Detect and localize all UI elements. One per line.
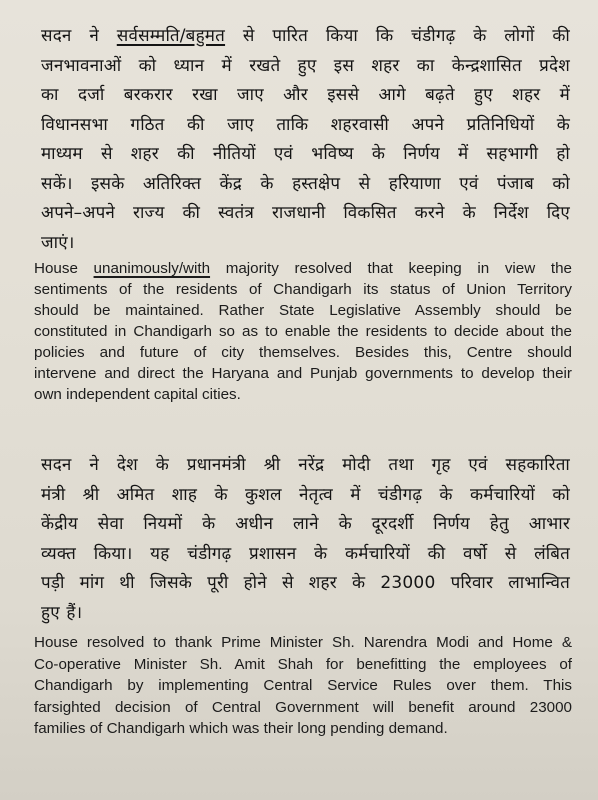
text-line: House unanimously/with majority resolved that keeping in view the: [34, 260, 572, 277]
text-line: अपने–अपने राज्य की स्वतंत्र राजधानी विकसित करने के निर्देश दिए: [41, 203, 570, 223]
text-line: farsighted decision of Central Government will benefit around 23000: [34, 698, 572, 716]
english-resolution-paragraph-1: [0, 258, 598, 405]
text-line: जनभावनाओं को ध्यान में रखते हुए इस शहर का केन्द्रशासित प्रदेश: [41, 55, 570, 76]
text-line: sentiments of the residents of Chandigarh its status of Union Territory: [34, 281, 572, 298]
text-line: सदन ने देश के प्रधानमंत्री श्री नरेंद्र मोदी तथा गृह एवं सहकारिता: [41, 455, 570, 475]
underlined-phrase: सर्वसम्मति/बहुमत: [116, 26, 226, 46]
text-line: Chandigarh by implementing Central Service Rules over them. This: [34, 677, 572, 694]
hindi-resolution-paragraph-1: [0, 22, 598, 258]
text-line: हुए हैं।: [41, 602, 83, 623]
text-line: own independent capital cities.: [34, 386, 241, 403]
text-line: माध्यम से शहर की नीतियों एवं भविष्य के निर्णय में सहभागी हो: [41, 144, 570, 164]
text-line: मंत्री श्री अमित शाह के कुशल नेतृत्व में चंडीगढ़ के कर्मचारियों को: [41, 484, 570, 505]
underlined-phrase: unanimously/with: [93, 260, 211, 277]
text-line: families of Chandigarh which was their long pending demand.: [34, 720, 448, 737]
text-line: जाएं।: [41, 232, 75, 253]
text-line: विधानसभा गठित की जाए ताकि शहरवासी अपने प्रतिनिधियों के: [41, 114, 570, 135]
text-line: should be maintained. Rather State Legislative Assembly should be: [34, 302, 572, 319]
text-line: policies and future of city themselves. Besides this, Centre should: [34, 344, 572, 361]
text-line: House resolved to thank Prime Minister Sh. Narendra Modi and Home &: [34, 634, 572, 651]
text-line: केंद्रीय सेवा नियमों के अधीन लाने के दूरदर्शी निर्णय हेतु आभार: [41, 514, 570, 534]
text-line: intervene and direct the Haryana and Punjab governments to develop their: [34, 365, 572, 382]
text-line: constituted in Chandigarh so as to enable the residents to decide about the: [34, 323, 572, 340]
text-line: व्यक्त किया। यह चंडीगढ़ प्रशासन के कर्मचारियों की वर्षो से लंबित: [41, 543, 570, 564]
text-line: सकें। इसके अतिरिक्त केंद्र के हस्तक्षेप से हरियाणा एवं पंजाब को: [41, 173, 570, 194]
text-line: सदन ने सर्वसम्मति/बहुमत से पारित किया कि चंडीगढ़ के लोगों की: [41, 26, 570, 46]
text-line: का दर्जा बरकरार रखा जाए और इससे आगे बढ़ते हुए शहर में: [41, 85, 570, 105]
text-line: पड़ी मांग थी जिसके पूरी होने से शहर के 23000 परिवार लाभान्वित: [41, 573, 570, 593]
hindi-resolution-paragraph-2: [0, 451, 598, 628]
text-line: Co-operative Minister Sh. Amit Shah for benefitting the employees of: [34, 655, 572, 673]
english-resolution-paragraph-2: [0, 632, 598, 740]
